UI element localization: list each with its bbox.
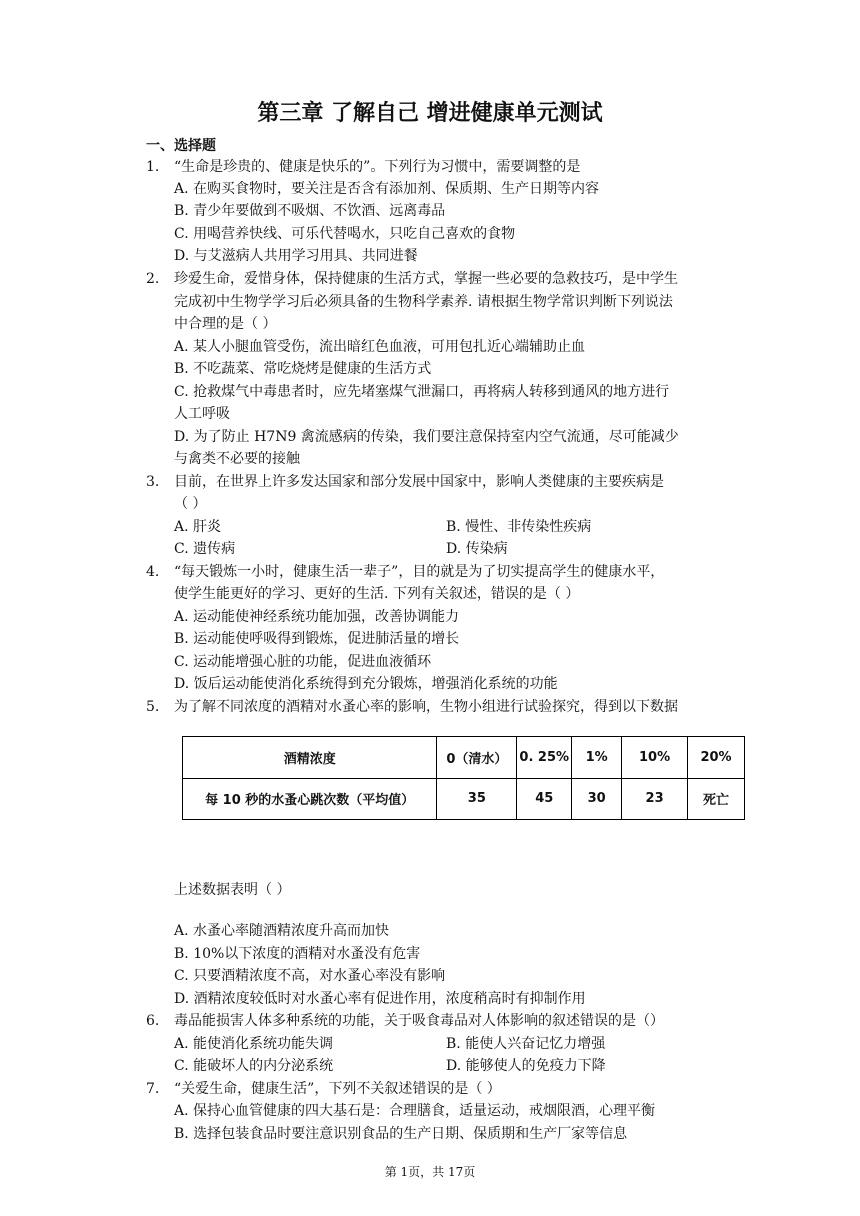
page-title: 第三章 了解自己 增进健康单元测试 — [257, 101, 603, 126]
q1-option-a: A. 在购买食物时，要关注是否含有添加剂、保质期、生产日期等内容 — [174, 181, 600, 197]
q6-option-a: A. 能使消化系统功能失调 — [174, 1036, 334, 1052]
table-header-cell: 10% — [622, 737, 688, 779]
q4-option-c: C. 运动能增强心脏的功能，促进血液循环 — [174, 654, 432, 670]
q6-number: 6. — [146, 1013, 160, 1029]
table-header-row — [183, 737, 745, 779]
q2-option-d-line1: D. 为了防止 H7N9 禽流感病的传染，我们要注意保持室内空气流通，尽可能减少 — [174, 429, 679, 445]
q4-stem-line1: “每天锻炼一小时，健康生活一辈子”，目的就是为了切实提高学生的健康水平， — [174, 564, 665, 580]
q1-number: 1. — [146, 159, 160, 175]
q5-option-c: C. 只要酒精浓度不高，对水蚤心率没有影响 — [174, 968, 446, 984]
q3-option-d: D. 传染病 — [446, 541, 508, 557]
q3-option-c: C. 遗传病 — [174, 541, 236, 557]
q1-stem: “生命是珍贵的、健康是快乐的”。下列行为习惯中，需要调整的是 — [174, 159, 581, 175]
q1-option-b: B. 青少年要做到不吸烟、不饮酒、远离毒品 — [174, 203, 446, 219]
q6-stem: 毒品能损害人体多种系统的功能，关于吸食毒品对人体影响的叙述错误的是（） — [174, 1013, 664, 1029]
table-row — [183, 778, 745, 820]
q5-option-b: B. 10%以下浓度的酒精对水蚤没有危害 — [174, 946, 421, 962]
q4-stem-line2: 使学生能更好的学习、更好的生活. 下列有关叙述，错误的是（ ） — [174, 586, 580, 602]
q7-stem: “关爱生命，健康生活”，下列不关叙述错误的是（ ） — [174, 1081, 501, 1097]
q3-stem-line2: （ ） — [174, 496, 207, 512]
q2-stem-line1: 珍爱生命，爱惜身体，保持健康的生活方式，掌握一些必要的急救技巧，是中学生 — [174, 271, 678, 287]
q7-option-a: A. 保持心血管健康的四大基石是：合理膳食，适量运动，戒烟限酒，心理平衡 — [174, 1103, 656, 1119]
q4-option-d: D. 饭后运动能使消化系统得到充分锻炼，增强消化系统的功能 — [174, 676, 558, 692]
table-cell: 35 — [437, 778, 517, 820]
q2-stem-line3: 中合理的是（ ） — [174, 316, 277, 332]
table-cell: 23 — [622, 778, 688, 820]
q5-option-a: A. 水蚤心率随酒精浓度升高而加快 — [174, 923, 390, 939]
q3-option-b: B. 慢性、非传染性疾病 — [446, 519, 592, 535]
q3-number: 3. — [146, 474, 160, 490]
q7-number: 7. — [146, 1081, 160, 1097]
q7-option-b: B. 选择包装食品时要注意识别食品的生产日期、保质期和生产厂家等信息 — [174, 1126, 628, 1142]
q4-option-a: A. 运动能使神经系统功能加强，改善协调能力 — [174, 609, 460, 625]
q2-option-b: B. 不吃蔬菜、常吃烧烤是健康的生活方式 — [174, 361, 432, 377]
page-footer: 第 1页，共 17页 — [384, 1165, 476, 1179]
table-header-cell: 酒精浓度 — [183, 737, 437, 779]
table-header-cell: 20% — [688, 737, 745, 779]
q4-option-b: B. 运动能使呼吸得到锻炼，促进肺活量的增长 — [174, 631, 460, 647]
q2-option-c-line1: C. 抢救煤气中毒患者时，应先堵塞煤气泄漏口，再将病人转移到通风的地方进行 — [174, 384, 670, 400]
table-header-cell: 1% — [572, 737, 622, 779]
q5-prompt: 上述数据表明（ ） — [174, 882, 291, 898]
table-header-cell: 0. 25% — [517, 737, 572, 779]
q5-option-d: D. 酒精浓度较低时对水蚤心率有促进作用，浓度稍高时有抑制作用 — [174, 991, 586, 1007]
q2-number: 2. — [146, 271, 160, 287]
section-heading: 一、选择题 — [146, 138, 216, 154]
table-cell: 每 10 秒的水蚤心跳次数（平均值） — [183, 778, 437, 820]
q3-stem-line1: 目前，在世界上许多发达国家和部分发展中国家中，影响人类健康的主要疾病是 — [174, 474, 664, 490]
q2-option-c-line2: 人工呼吸 — [174, 406, 230, 422]
q1-option-d: D. 与艾滋病人共用学习用具、共同进餐 — [174, 248, 418, 264]
q5-number: 5. — [146, 699, 160, 715]
q1-option-c: C. 用喝营养快线、可乐代替喝水，只吃自己喜欢的食物 — [174, 226, 516, 242]
table-header-cell: 0（清水） — [437, 737, 517, 779]
q5-stem: 为了解不同浓度的酒精对水蚤心率的影响，生物小组进行试验探究，得到以下数据 — [174, 699, 678, 715]
q6-option-d: D. 能够使人的免疫力下降 — [446, 1058, 606, 1074]
q4-number: 4. — [146, 564, 160, 580]
q6-option-b: B. 能使人兴奋记忆力增强 — [446, 1036, 606, 1052]
q3-option-a: A. 肝炎 — [174, 519, 222, 535]
q6-option-c: C. 能破坏人的内分泌系统 — [174, 1058, 334, 1074]
alcohol-data-table — [182, 736, 745, 820]
q2-option-d-line2: 与禽类不必要的接触 — [174, 451, 300, 467]
table-cell: 30 — [572, 778, 622, 820]
table-cell: 死亡 — [688, 778, 745, 820]
q2-stem-line2: 完成初中生物学学习后必须具备的生物科学素养. 请根据生物学常识判断下列说法 — [174, 294, 673, 310]
table-cell: 45 — [517, 778, 572, 820]
q2-option-a: A. 某人小腿血管受伤，流出暗红色血液，可用包扎近心端辅助止血 — [174, 339, 586, 355]
